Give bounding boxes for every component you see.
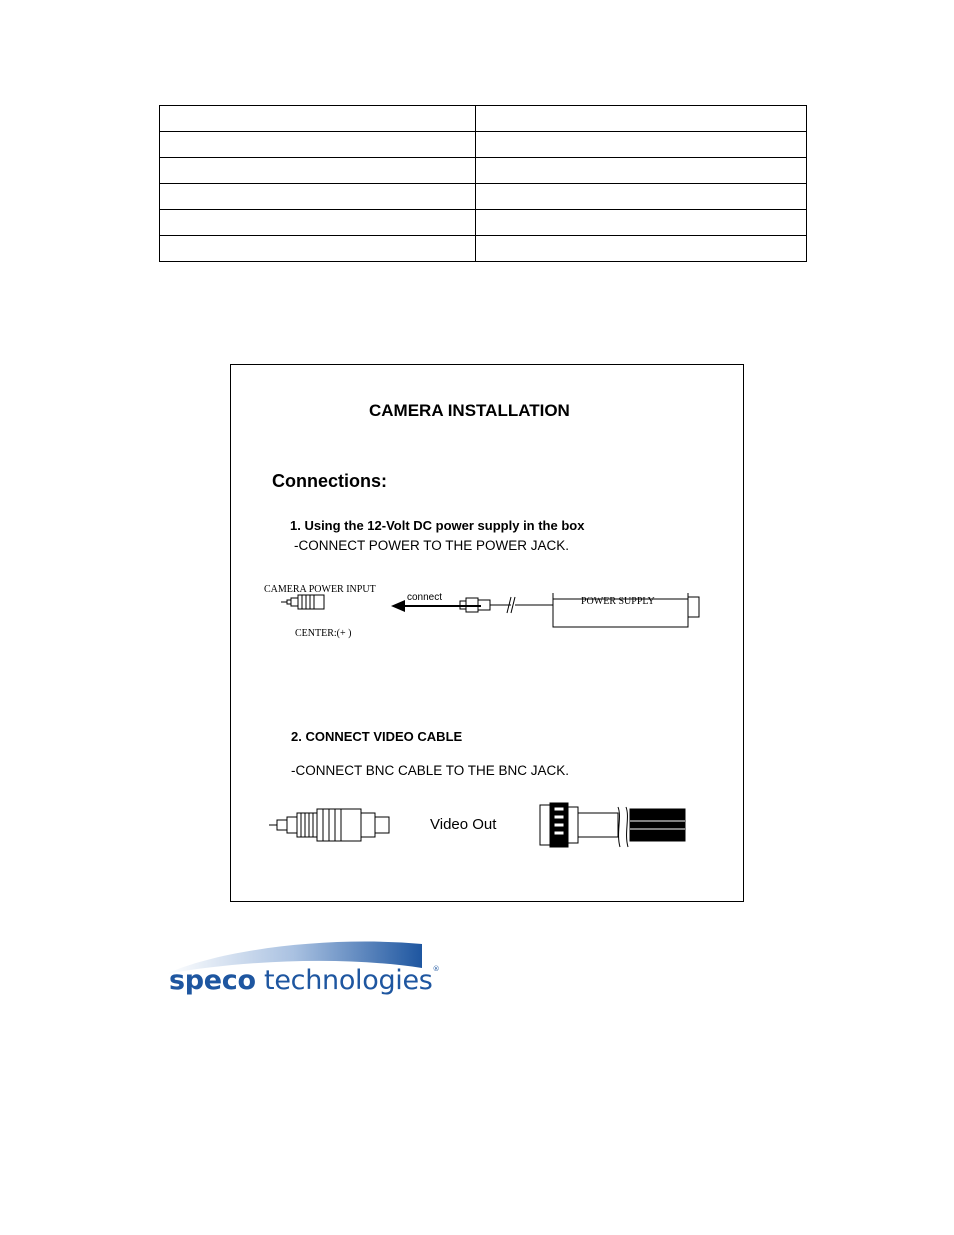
power-jack-icon bbox=[281, 595, 324, 609]
table-cell bbox=[160, 106, 476, 132]
registered-mark: ® bbox=[432, 965, 440, 973]
table-cell bbox=[160, 236, 476, 262]
connect-label: connect bbox=[407, 592, 443, 603]
connections-heading: Connections: bbox=[272, 471, 387, 491]
table-cell bbox=[476, 184, 807, 210]
table-cell bbox=[160, 132, 476, 158]
table-row bbox=[160, 210, 807, 236]
bnc-jack-icon bbox=[269, 809, 389, 841]
table-cell bbox=[476, 132, 807, 158]
speco-logo bbox=[164, 938, 440, 1002]
arrow-left-icon bbox=[391, 600, 481, 612]
video-connection-diagram bbox=[267, 797, 687, 853]
table-cell bbox=[476, 236, 807, 262]
table-cell bbox=[476, 106, 807, 132]
video-out-label: Video Out bbox=[430, 816, 497, 833]
table-cell bbox=[160, 210, 476, 236]
table-cell bbox=[476, 210, 807, 236]
bnc-plug-icon bbox=[540, 803, 685, 847]
camera-power-input-label: CAMERA POWER INPUT bbox=[264, 584, 376, 595]
step2-title: 2. CONNECT VIDEO CABLE bbox=[291, 729, 463, 744]
center-polarity-label: CENTER:(+ ) bbox=[295, 628, 352, 639]
table-cell bbox=[476, 158, 807, 184]
table-cell bbox=[160, 184, 476, 210]
table-row bbox=[160, 132, 807, 158]
table-cell bbox=[160, 158, 476, 184]
power-supply-label: POWER SUPPLY bbox=[581, 596, 655, 607]
installation-box bbox=[230, 364, 744, 902]
table-row bbox=[160, 236, 807, 262]
table-row bbox=[160, 106, 807, 132]
installation-title: CAMERA INSTALLATION bbox=[369, 401, 570, 420]
table-row bbox=[160, 158, 807, 184]
logo-brand-regular: technologies bbox=[255, 965, 433, 996]
spec-table bbox=[159, 105, 807, 262]
table-row bbox=[160, 184, 807, 210]
logo-wordmark bbox=[169, 965, 439, 996]
step1-instruction: -CONNECT POWER TO THE POWER JACK. bbox=[294, 538, 570, 553]
step2-instruction: -CONNECT BNC CABLE TO THE BNC JACK. bbox=[291, 763, 570, 778]
step1-title: 1. Using the 12-Volt DC power supply in the box bbox=[290, 518, 585, 533]
logo-brand-bold: speco bbox=[169, 965, 256, 996]
